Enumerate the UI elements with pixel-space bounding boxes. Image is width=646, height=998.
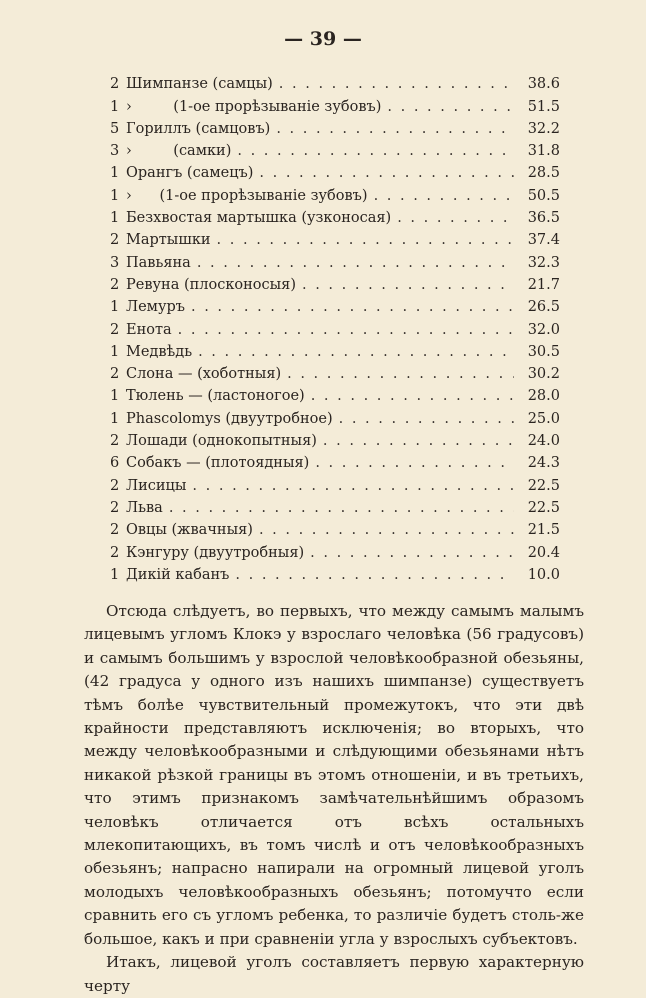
table-row <box>110 204 560 226</box>
row-count: 1 <box>110 187 120 204</box>
row-count: 3 <box>110 254 120 271</box>
table-row <box>110 226 560 248</box>
row-angle-value: 22.5 <box>527 499 560 516</box>
table-row <box>110 449 560 471</box>
row-animal: Кэнгуру (двуутробныя) <box>126 544 305 561</box>
row-animal: Енота <box>126 321 172 338</box>
paragraph: Отсюда слѣдуетъ, во первыхъ, что между самымъ малымъ лицевымъ угломъ Клокэ у взрослаго человѣка (56 градусовъ) и самымъ большимъ у взрослой человѣкообразной обезьяны, (42 градуса у одного изъ нашихъ шимпанзе) существуетъ тѣмъ болѣе чувствительный промежутокъ, что эти двѣ крайности представляютъ исключенія; во вторыхъ, что между человѣкообразными и слѣдующими обезьянами нѣтъ никакой рѣзкой границы въ этомъ отношеніи, и въ третьихъ, что этимъ признакомъ замѣчательнѣйшимъ образомъ человѣкъ отличается отъ всѣхъ остальныхъ млекопитающихъ, въ томъ числѣ и отъ человѣкообразныхъ обезьянъ; напрасно напирали на огромный лицевой уголъ молодыхъ человѣкообразныхъ обезьянъ; потомучто если сравнить его съ угломъ ребенка, то различіе будетъ столь-же большое, какъ и при сравненіи угла у взрослыхъ субъектовъ. <box>84 602 584 948</box>
dot-leader <box>237 143 514 159</box>
row-angle-value: 24.3 <box>527 455 560 472</box>
row-count: 1 <box>110 299 120 316</box>
row-angle-value: 24.0 <box>527 433 560 450</box>
row-count: 2 <box>110 499 120 516</box>
table-row <box>110 382 560 404</box>
row-animal: › (1-ое прорѣзываніе зубовъ) <box>126 98 382 115</box>
table-row <box>110 70 560 92</box>
row-count: 1 <box>110 98 120 115</box>
dot-leader <box>323 433 514 449</box>
table-row <box>110 115 560 137</box>
row-animal: Медвѣдь <box>126 343 193 360</box>
row-animal: Лошади (однокопытныя) <box>126 433 317 450</box>
row-angle-value: 31.8 <box>527 143 560 160</box>
row-angle-value: 32.0 <box>527 321 560 338</box>
row-angle-value: 21.5 <box>527 522 560 539</box>
dot-leader <box>374 188 514 204</box>
row-count: 1 <box>110 410 120 427</box>
row-count: 1 <box>110 165 120 182</box>
table-row <box>110 293 560 315</box>
dot-leader <box>387 99 514 115</box>
table-row <box>110 181 560 203</box>
dot-leader <box>287 366 514 382</box>
dot-leader <box>310 545 514 561</box>
row-animal: Собакъ — (плотоядныя) <box>126 455 310 472</box>
row-animal: Гориллъ (самцовъ) <box>126 120 271 137</box>
dot-leader <box>178 322 514 338</box>
row-count: 5 <box>110 120 120 137</box>
dot-leader <box>302 277 514 293</box>
table-row <box>110 360 560 382</box>
row-animal: › (самки) <box>126 143 232 160</box>
row-animal: Льва <box>126 499 163 516</box>
row-angle-value: 22.5 <box>527 477 560 494</box>
row-count: 2 <box>110 522 120 539</box>
row-animal: Павьяна <box>126 254 191 271</box>
dot-leader <box>259 165 514 181</box>
table-row <box>110 516 560 538</box>
row-animal: Ревуна (плосконосыя) <box>126 276 296 293</box>
table-row <box>110 561 560 583</box>
row-count: 2 <box>110 276 120 293</box>
row-angle-value: 25.0 <box>527 410 560 427</box>
dot-leader <box>235 567 514 583</box>
row-animal: Тюлень — (ластоногое) <box>126 388 305 405</box>
row-angle-value: 26.5 <box>527 299 560 316</box>
row-animal: Шимпанзе (самцы) <box>126 76 273 93</box>
table-row <box>110 538 560 560</box>
table-row <box>110 92 560 114</box>
row-animal: Слона — (хоботныя) <box>126 366 282 383</box>
dot-leader <box>169 500 514 516</box>
dot-leader <box>259 522 514 538</box>
row-angle-value: 50.5 <box>527 187 560 204</box>
dot-leader <box>315 455 514 471</box>
row-count: 1 <box>110 210 120 227</box>
row-angle-value: 20.4 <box>527 544 560 561</box>
row-angle-value: 32.3 <box>527 254 560 271</box>
dot-leader <box>397 210 514 226</box>
row-animal: › (1-ое прорѣзываніе зубовъ) <box>126 187 368 204</box>
page-number: — 39 — <box>284 28 362 50</box>
row-count: 3 <box>110 143 120 160</box>
facial-angle-table <box>110 70 560 583</box>
row-animal: Овцы (жвачныя) <box>126 522 253 539</box>
row-angle-value: 28.0 <box>527 388 560 405</box>
dot-leader <box>217 232 514 248</box>
body-text <box>84 600 584 998</box>
table-row <box>110 315 560 337</box>
table-row <box>110 159 560 181</box>
dot-leader <box>279 76 514 92</box>
row-angle-value: 10.0 <box>527 566 560 583</box>
row-animal: Phascolomys (двуутробное) <box>126 410 333 427</box>
row-count: 2 <box>110 477 120 494</box>
paragraph: Итакъ, лицевой уголъ составляетъ первую характерную черту <box>84 953 584 995</box>
row-animal: Дикій кабанъ <box>126 566 230 583</box>
row-animal: Лемуръ <box>126 299 185 316</box>
row-angle-value: 36.5 <box>527 210 560 227</box>
row-angle-value: 51.5 <box>527 98 560 115</box>
table-row <box>110 271 560 293</box>
table-row <box>110 404 560 426</box>
row-angle-value: 21.7 <box>527 276 560 293</box>
row-animal: Мартышки <box>126 232 211 249</box>
dot-leader <box>197 255 514 271</box>
dot-leader <box>198 344 514 360</box>
row-angle-value: 32.2 <box>527 120 560 137</box>
row-count: 2 <box>110 321 120 338</box>
row-count: 1 <box>110 388 120 405</box>
row-animal: Безхвостая мартышка (узконосая) <box>126 210 392 227</box>
row-angle-value: 28.5 <box>527 165 560 182</box>
table-row <box>110 338 560 360</box>
row-animal: Лисицы <box>126 477 187 494</box>
dot-leader <box>311 388 514 404</box>
row-count: 2 <box>110 544 120 561</box>
row-angle-value: 38.6 <box>527 76 560 93</box>
row-count: 2 <box>110 76 120 93</box>
dot-leader <box>339 411 514 427</box>
table-row <box>110 248 560 270</box>
table-row <box>110 494 560 516</box>
dot-leader <box>276 121 514 137</box>
row-count: 6 <box>110 455 120 472</box>
row-angle-value: 30.5 <box>527 343 560 360</box>
table-row <box>110 137 560 159</box>
row-angle-value: 37.4 <box>527 232 560 249</box>
dot-leader <box>192 478 514 494</box>
table-row <box>110 471 560 493</box>
row-count: 2 <box>110 433 120 450</box>
row-count: 1 <box>110 343 120 360</box>
table-row <box>110 427 560 449</box>
row-count: 1 <box>110 566 120 583</box>
row-count: 2 <box>110 232 120 249</box>
row-angle-value: 30.2 <box>527 366 560 383</box>
row-animal: Орангъ (самецъ) <box>126 165 254 182</box>
dot-leader <box>191 299 514 315</box>
row-count: 2 <box>110 366 120 383</box>
